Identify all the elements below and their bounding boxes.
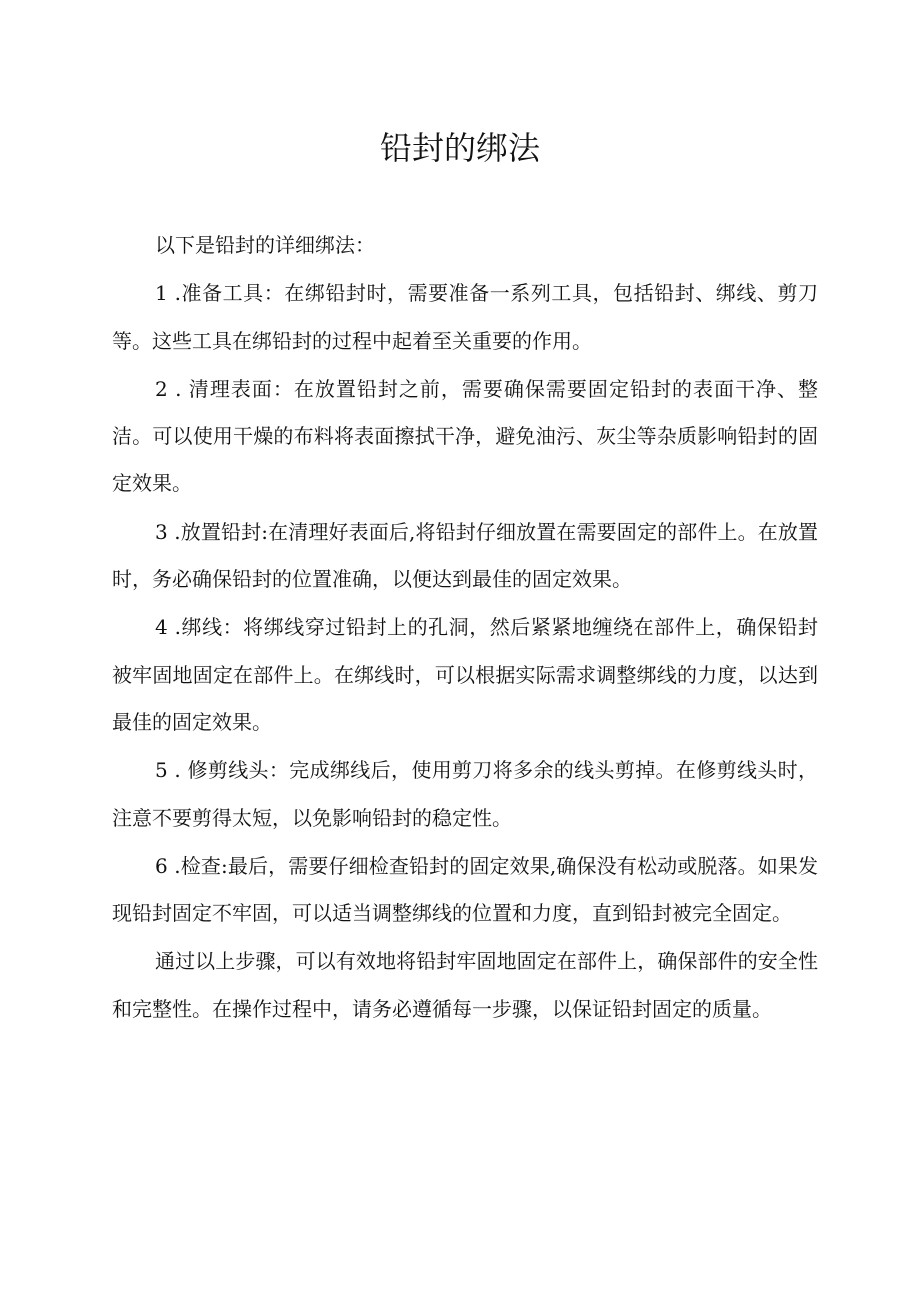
step-6-paragraph: 6 .检查:最后，需要仔细检查铅封的固定效果,确保没有松动或脱落。如果发现铅封固定不牢固，可以适当调整绑线的位置和力度，直到铅封被完全固定。	[112, 853, 818, 926]
intro-paragraph: 以下是铅封的详细绑法：	[155, 233, 375, 257]
document-body	[112, 222, 818, 1034]
step-5-paragraph: 5 . 修剪线头：完成绑线后，使用剪刀将多余的线头剪掉。在修剪线头时，注意不要剪得太短，以免影响铅封的稳定性。	[112, 758, 818, 830]
document-title: 铅封的绑法	[379, 129, 540, 167]
conclusion-paragraph: 通过以上步骤，可以有效地将铅封牢固地固定在部件上，确保部件的安全性和完整性。在操作过程中，请务必遵循每一步骤，以保证铅封固定的质量。	[112, 949, 818, 1021]
step-4-paragraph: 4 .绑线：将绑线穿过铅封上的孔洞，然后紧紧地缠绕在部件上，确保铅封被牢固地固定在部件上。在绑线时，可以根据实际需求调整绑线的力度，以达到最佳的固定效果。	[112, 615, 818, 734]
step-3-paragraph: 3 .放置铅封:在清理好表面后,将铅封仔细放置在需要固定的部件上。在放置时，务必确保铅封的位置准确，以便达到最佳的固定效果。	[112, 519, 818, 592]
step-2-paragraph: 2 . 清理表面：在放置铅封之前，需要确保需要固定铅封的表面干净、整洁。可以使用干燥的布料将表面擦拭干净，避免油污、灰尘等杂质影响铅封的固定效果。	[112, 376, 818, 496]
step-1-paragraph: 1 .准备工具：在绑铅封时，需要准备一系列工具，包括铅封、绑线、剪刀等。这些工具在绑铅封的过程中起着至关重要的作用。	[112, 281, 818, 353]
